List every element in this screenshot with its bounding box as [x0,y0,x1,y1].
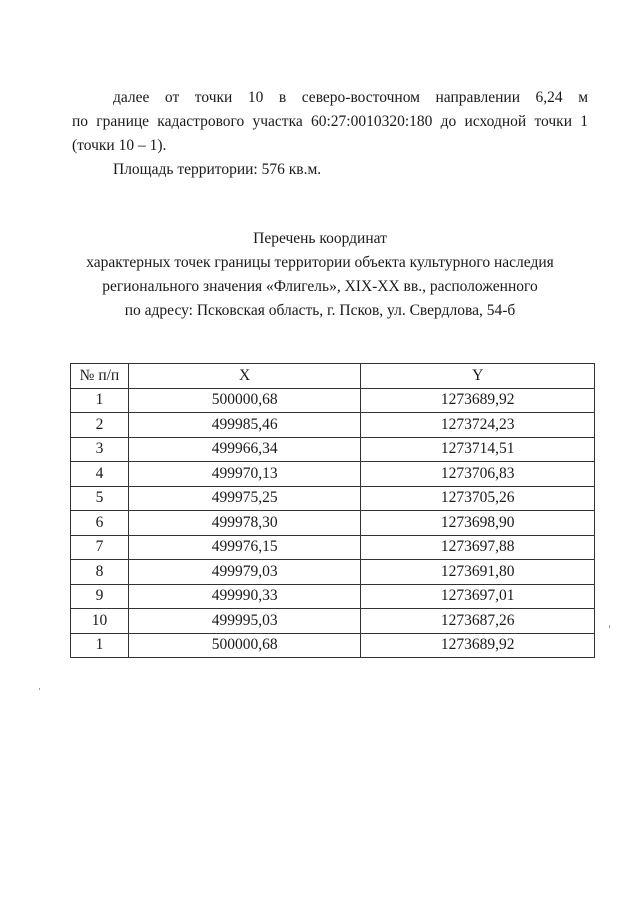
paragraph-line-2: по границе кадастрового участка 60:27:0010320:180 до исходной точки 1 [72,113,588,130]
cell-number: 1 [71,388,129,413]
cell-x: 499970,13 [128,462,361,487]
table-row [71,413,595,438]
cell-y: 1273697,01 [361,584,595,609]
cell-y: 1273706,83 [361,462,595,487]
heading-line-2: характерных точек границы территории объекта культурного наследия [86,254,554,271]
table-row [71,511,595,536]
cell-y: 1273714,51 [361,437,595,462]
cell-number: 2 [71,413,129,438]
table-row [71,584,595,609]
scan-speck [39,688,40,690]
cell-y: 1273691,80 [361,560,595,585]
table-row [71,462,595,487]
table-row [71,486,595,511]
cell-y: 1273689,92 [361,388,595,413]
table-header-row [71,364,595,389]
cell-number: 6 [71,511,129,536]
cell-y: 1273687,26 [361,609,595,634]
cell-y: 1273705,26 [361,486,595,511]
coordinates-table [70,363,595,658]
cell-y: 1273724,23 [361,413,595,438]
table-row [71,437,595,462]
cell-x: 499966,34 [128,437,361,462]
cell-number: 1 [71,633,129,658]
scan-speck [609,625,610,628]
cell-number: 9 [71,584,129,609]
intro-paragraph [72,86,588,158]
heading-title: Перечень координат [253,230,387,247]
cell-y: 1273697,88 [361,535,595,560]
cell-y: 1273698,90 [361,511,595,536]
cell-number: 7 [71,535,129,560]
header-y: Y [361,364,595,389]
table-row [71,609,595,634]
table-row [71,388,595,413]
cell-number: 8 [71,560,129,585]
cell-x: 499976,15 [128,535,361,560]
cell-x: 499975,25 [128,486,361,511]
cell-x: 499990,33 [128,584,361,609]
cell-x: 499979,03 [128,560,361,585]
cell-number: 4 [71,462,129,487]
table-row [71,560,595,585]
cell-x: 500000,68 [128,388,361,413]
cell-y: 1273689,92 [361,633,595,658]
heading-line-3: регионального значения «Флигель», XIX-XX вв., расположенного [102,278,538,295]
heading-line-4: по адресу: Псковская область, г. Псков, ул. Свердлова, 54-б [124,302,516,319]
cell-number: 5 [71,486,129,511]
area-text: Площадь территории: 576 кв.м. [113,161,322,178]
header-x: X [128,364,361,389]
cell-x: 500000,68 [128,633,361,658]
paragraph-line-3: (точки 10 – 1). [72,137,167,154]
cell-x: 499978,30 [128,511,361,536]
cell-number: 10 [71,609,129,634]
table-row [71,535,595,560]
paragraph-line-1: далее от точки 10 в северо-восточном направлении 6,24 м [113,89,588,106]
header-number: № п/п [71,364,129,389]
cell-number: 3 [71,437,129,462]
cell-x: 499995,03 [128,609,361,634]
cell-x: 499985,46 [128,413,361,438]
table-row [71,633,595,658]
